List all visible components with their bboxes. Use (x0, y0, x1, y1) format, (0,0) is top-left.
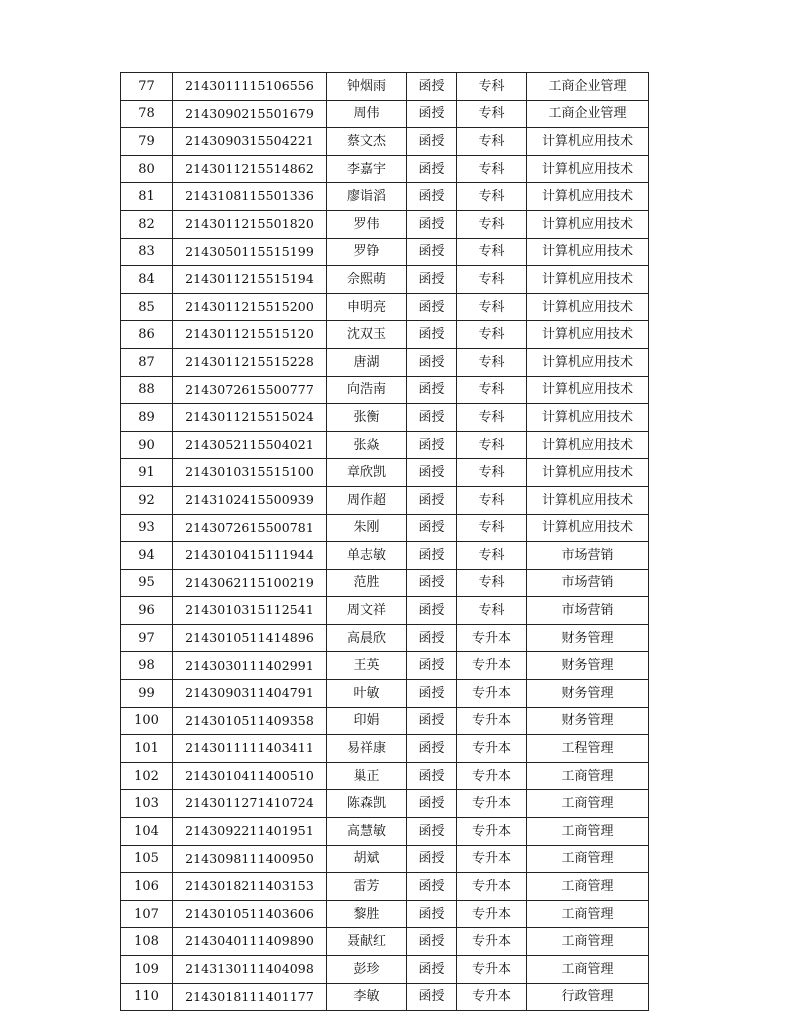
student-id-cell: 2143030111402991 (173, 652, 327, 680)
study-mode-cell: 函授 (407, 983, 457, 1011)
study-mode-cell: 函授 (407, 956, 457, 984)
serial-number-cell: 92 (121, 486, 173, 514)
education-level-cell: 专科 (457, 155, 527, 183)
education-level-cell: 专升本 (457, 680, 527, 708)
study-mode-cell: 函授 (407, 873, 457, 901)
table-row (121, 542, 649, 570)
study-mode-cell: 函授 (407, 762, 457, 790)
serial-number-cell: 78 (121, 100, 173, 128)
education-level-cell: 专科 (457, 404, 527, 432)
study-mode-cell: 函授 (407, 597, 457, 625)
education-level-cell: 专升本 (457, 790, 527, 818)
education-level-cell: 专科 (457, 73, 527, 101)
study-mode-cell: 函授 (407, 238, 457, 266)
education-level-cell: 专升本 (457, 652, 527, 680)
major-cell: 工商管理 (527, 845, 649, 873)
student-id-cell: 2143040111409890 (173, 928, 327, 956)
table-row (121, 210, 649, 238)
study-mode-cell: 函授 (407, 624, 457, 652)
student-id-cell: 2143010415111944 (173, 542, 327, 570)
study-mode-cell: 函授 (407, 680, 457, 708)
student-id-cell: 2143010511409358 (173, 707, 327, 735)
study-mode-cell: 函授 (407, 431, 457, 459)
serial-number-cell: 80 (121, 155, 173, 183)
table-row (121, 486, 649, 514)
student-name-cell: 彭珍 (327, 956, 407, 984)
education-level-cell: 专科 (457, 542, 527, 570)
student-id-cell: 2143072615500777 (173, 376, 327, 404)
student-id-cell: 2143011215514862 (173, 155, 327, 183)
education-level-cell: 专科 (457, 597, 527, 625)
student-name-cell: 朱刚 (327, 514, 407, 542)
serial-number-cell: 103 (121, 790, 173, 818)
table-row (121, 155, 649, 183)
student-name-cell: 叶敏 (327, 680, 407, 708)
major-cell: 财务管理 (527, 680, 649, 708)
student-id-cell: 2143018211403153 (173, 873, 327, 901)
education-level-cell: 专科 (457, 486, 527, 514)
major-cell: 计算机应用技术 (527, 266, 649, 294)
student-name-cell: 王英 (327, 652, 407, 680)
major-cell: 工商管理 (527, 818, 649, 846)
education-level-cell: 专升本 (457, 928, 527, 956)
serial-number-cell: 97 (121, 624, 173, 652)
table-row (121, 128, 649, 156)
table-row (121, 845, 649, 873)
table-row (121, 293, 649, 321)
study-mode-cell: 函授 (407, 486, 457, 514)
education-level-cell: 专科 (457, 376, 527, 404)
student-id-cell: 2143050115515199 (173, 238, 327, 266)
student-name-cell: 罗伟 (327, 210, 407, 238)
education-level-cell: 专升本 (457, 983, 527, 1011)
study-mode-cell: 函授 (407, 266, 457, 294)
education-level-cell: 专科 (457, 348, 527, 376)
education-level-cell: 专科 (457, 321, 527, 349)
student-name-cell: 李敏 (327, 983, 407, 1011)
student-id-cell: 2143011215501820 (173, 210, 327, 238)
serial-number-cell: 107 (121, 900, 173, 928)
education-level-cell: 专升本 (457, 956, 527, 984)
student-id-cell: 2143011215515200 (173, 293, 327, 321)
study-mode-cell: 函授 (407, 376, 457, 404)
table-row (121, 569, 649, 597)
major-cell: 计算机应用技术 (527, 293, 649, 321)
serial-number-cell: 99 (121, 680, 173, 708)
study-mode-cell: 函授 (407, 293, 457, 321)
major-cell: 计算机应用技术 (527, 155, 649, 183)
education-level-cell: 专升本 (457, 707, 527, 735)
student-id-cell: 2143098111400950 (173, 845, 327, 873)
student-name-cell: 唐湖 (327, 348, 407, 376)
table-row (121, 652, 649, 680)
major-cell: 计算机应用技术 (527, 459, 649, 487)
student-id-cell: 2143011215515024 (173, 404, 327, 432)
serial-number-cell: 84 (121, 266, 173, 294)
major-cell: 工商管理 (527, 873, 649, 901)
table-row (121, 100, 649, 128)
serial-number-cell: 94 (121, 542, 173, 570)
student-id-cell: 2143011271410724 (173, 790, 327, 818)
education-level-cell: 专升本 (457, 735, 527, 763)
major-cell: 计算机应用技术 (527, 486, 649, 514)
serial-number-cell: 86 (121, 321, 173, 349)
education-level-cell: 专科 (457, 210, 527, 238)
student-name-cell: 范胜 (327, 569, 407, 597)
major-cell: 计算机应用技术 (527, 348, 649, 376)
education-level-cell: 专科 (457, 569, 527, 597)
table-row (121, 624, 649, 652)
serial-number-cell: 100 (121, 707, 173, 735)
table-row (121, 404, 649, 432)
major-cell: 市场营销 (527, 542, 649, 570)
table-row (121, 900, 649, 928)
study-mode-cell: 函授 (407, 155, 457, 183)
student-name-cell: 章欣凯 (327, 459, 407, 487)
study-mode-cell: 函授 (407, 321, 457, 349)
serial-number-cell: 79 (121, 128, 173, 156)
serial-number-cell: 102 (121, 762, 173, 790)
education-level-cell: 专升本 (457, 845, 527, 873)
table-row (121, 873, 649, 901)
table-row (121, 431, 649, 459)
education-level-cell: 专升本 (457, 762, 527, 790)
education-level-cell: 专科 (457, 293, 527, 321)
serial-number-cell: 93 (121, 514, 173, 542)
table-row (121, 790, 649, 818)
student-id-cell: 2143090311404791 (173, 680, 327, 708)
education-level-cell: 专升本 (457, 624, 527, 652)
study-mode-cell: 函授 (407, 348, 457, 376)
student-id-cell: 2143010511414896 (173, 624, 327, 652)
serial-number-cell: 101 (121, 735, 173, 763)
major-cell: 工商企业管理 (527, 73, 649, 101)
student-id-cell: 2143102415500939 (173, 486, 327, 514)
major-cell: 计算机应用技术 (527, 128, 649, 156)
major-cell: 计算机应用技术 (527, 238, 649, 266)
student-name-cell: 张焱 (327, 431, 407, 459)
student-name-cell: 廖诣滔 (327, 183, 407, 211)
student-name-cell: 胡斌 (327, 845, 407, 873)
student-name-cell: 罗铮 (327, 238, 407, 266)
student-name-cell: 张衡 (327, 404, 407, 432)
study-mode-cell: 函授 (407, 900, 457, 928)
student-name-cell: 向浩南 (327, 376, 407, 404)
education-level-cell: 专科 (457, 514, 527, 542)
major-cell: 行政管理 (527, 983, 649, 1011)
major-cell: 财务管理 (527, 707, 649, 735)
table-row (121, 983, 649, 1011)
student-id-cell: 2143010511403606 (173, 900, 327, 928)
study-mode-cell: 函授 (407, 459, 457, 487)
table-row (121, 238, 649, 266)
serial-number-cell: 98 (121, 652, 173, 680)
table-row (121, 928, 649, 956)
education-level-cell: 专科 (457, 128, 527, 156)
education-level-cell: 专科 (457, 431, 527, 459)
student-id-cell: 2143011215515120 (173, 321, 327, 349)
study-mode-cell: 函授 (407, 183, 457, 211)
major-cell: 财务管理 (527, 652, 649, 680)
serial-number-cell: 95 (121, 569, 173, 597)
serial-number-cell: 89 (121, 404, 173, 432)
student-name-cell: 蔡文杰 (327, 128, 407, 156)
major-cell: 计算机应用技术 (527, 404, 649, 432)
serial-number-cell: 96 (121, 597, 173, 625)
table-row (121, 818, 649, 846)
major-cell: 市场营销 (527, 569, 649, 597)
serial-number-cell: 105 (121, 845, 173, 873)
study-mode-cell: 函授 (407, 542, 457, 570)
table-row (121, 266, 649, 294)
serial-number-cell: 91 (121, 459, 173, 487)
study-mode-cell: 函授 (407, 404, 457, 432)
major-cell: 计算机应用技术 (527, 376, 649, 404)
study-mode-cell: 函授 (407, 210, 457, 238)
serial-number-cell: 83 (121, 238, 173, 266)
student-id-cell: 2143011215515194 (173, 266, 327, 294)
study-mode-cell: 函授 (407, 845, 457, 873)
major-cell: 财务管理 (527, 624, 649, 652)
student-name-cell: 周伟 (327, 100, 407, 128)
study-mode-cell: 函授 (407, 569, 457, 597)
table-row (121, 680, 649, 708)
table-row (121, 735, 649, 763)
student-name-cell: 钟烟雨 (327, 73, 407, 101)
study-mode-cell: 函授 (407, 128, 457, 156)
major-cell: 工商管理 (527, 790, 649, 818)
table-row (121, 376, 649, 404)
serial-number-cell: 85 (121, 293, 173, 321)
student-name-cell: 巢正 (327, 762, 407, 790)
table-row (121, 73, 649, 101)
serial-number-cell: 88 (121, 376, 173, 404)
table-row (121, 183, 649, 211)
education-level-cell: 专科 (457, 183, 527, 211)
study-mode-cell: 函授 (407, 790, 457, 818)
study-mode-cell: 函授 (407, 818, 457, 846)
serial-number-cell: 104 (121, 818, 173, 846)
student-id-cell: 2143108115501336 (173, 183, 327, 211)
serial-number-cell: 82 (121, 210, 173, 238)
serial-number-cell: 87 (121, 348, 173, 376)
table-row (121, 762, 649, 790)
major-cell: 工商管理 (527, 762, 649, 790)
major-cell: 工商管理 (527, 928, 649, 956)
student-name-cell: 沈双玉 (327, 321, 407, 349)
table-row (121, 597, 649, 625)
student-name-cell: 黎胜 (327, 900, 407, 928)
major-cell: 计算机应用技术 (527, 321, 649, 349)
table-row (121, 514, 649, 542)
table-row (121, 348, 649, 376)
roster-body (121, 73, 649, 1011)
student-id-cell: 2143010315515100 (173, 459, 327, 487)
student-name-cell: 李嘉宇 (327, 155, 407, 183)
study-mode-cell: 函授 (407, 73, 457, 101)
serial-number-cell: 81 (121, 183, 173, 211)
study-mode-cell: 函授 (407, 514, 457, 542)
major-cell: 工商管理 (527, 956, 649, 984)
student-id-cell: 2143011115106556 (173, 73, 327, 101)
student-id-cell: 2143018111401177 (173, 983, 327, 1011)
student-name-cell: 印娟 (327, 707, 407, 735)
table-row (121, 707, 649, 735)
table-row (121, 956, 649, 984)
serial-number-cell: 90 (121, 431, 173, 459)
education-level-cell: 专科 (457, 238, 527, 266)
student-id-cell: 2143010411400510 (173, 762, 327, 790)
major-cell: 计算机应用技术 (527, 431, 649, 459)
education-level-cell: 专科 (457, 100, 527, 128)
study-mode-cell: 函授 (407, 100, 457, 128)
student-id-cell: 2143011215515228 (173, 348, 327, 376)
table-row (121, 459, 649, 487)
study-mode-cell: 函授 (407, 735, 457, 763)
study-mode-cell: 函授 (407, 928, 457, 956)
table-row (121, 321, 649, 349)
student-roster-table (120, 72, 649, 1011)
student-id-cell: 2143130111404098 (173, 956, 327, 984)
major-cell: 工程管理 (527, 735, 649, 763)
student-name-cell: 周文祥 (327, 597, 407, 625)
major-cell: 计算机应用技术 (527, 514, 649, 542)
major-cell: 工商管理 (527, 900, 649, 928)
student-name-cell: 佘熙萌 (327, 266, 407, 294)
student-name-cell: 雷芳 (327, 873, 407, 901)
study-mode-cell: 函授 (407, 652, 457, 680)
major-cell: 工商企业管理 (527, 100, 649, 128)
serial-number-cell: 106 (121, 873, 173, 901)
study-mode-cell: 函授 (407, 707, 457, 735)
student-id-cell: 2143090215501679 (173, 100, 327, 128)
student-id-cell: 2143092211401951 (173, 818, 327, 846)
education-level-cell: 专科 (457, 266, 527, 294)
serial-number-cell: 77 (121, 73, 173, 101)
student-name-cell: 聂献红 (327, 928, 407, 956)
student-id-cell: 2143062115100219 (173, 569, 327, 597)
student-name-cell: 高慧敏 (327, 818, 407, 846)
education-level-cell: 专升本 (457, 873, 527, 901)
serial-number-cell: 110 (121, 983, 173, 1011)
student-id-cell: 2143090315504221 (173, 128, 327, 156)
student-id-cell: 2143011111403411 (173, 735, 327, 763)
student-name-cell: 申明亮 (327, 293, 407, 321)
serial-number-cell: 108 (121, 928, 173, 956)
education-level-cell: 专科 (457, 459, 527, 487)
student-name-cell: 高晨欣 (327, 624, 407, 652)
student-name-cell: 周作超 (327, 486, 407, 514)
major-cell: 计算机应用技术 (527, 210, 649, 238)
student-name-cell: 陈森凯 (327, 790, 407, 818)
major-cell: 计算机应用技术 (527, 183, 649, 211)
student-id-cell: 2143010315112541 (173, 597, 327, 625)
serial-number-cell: 109 (121, 956, 173, 984)
education-level-cell: 专升本 (457, 818, 527, 846)
major-cell: 市场营销 (527, 597, 649, 625)
student-id-cell: 2143072615500781 (173, 514, 327, 542)
student-id-cell: 2143052115504021 (173, 431, 327, 459)
student-name-cell: 易祥康 (327, 735, 407, 763)
education-level-cell: 专升本 (457, 900, 527, 928)
student-name-cell: 单志敏 (327, 542, 407, 570)
